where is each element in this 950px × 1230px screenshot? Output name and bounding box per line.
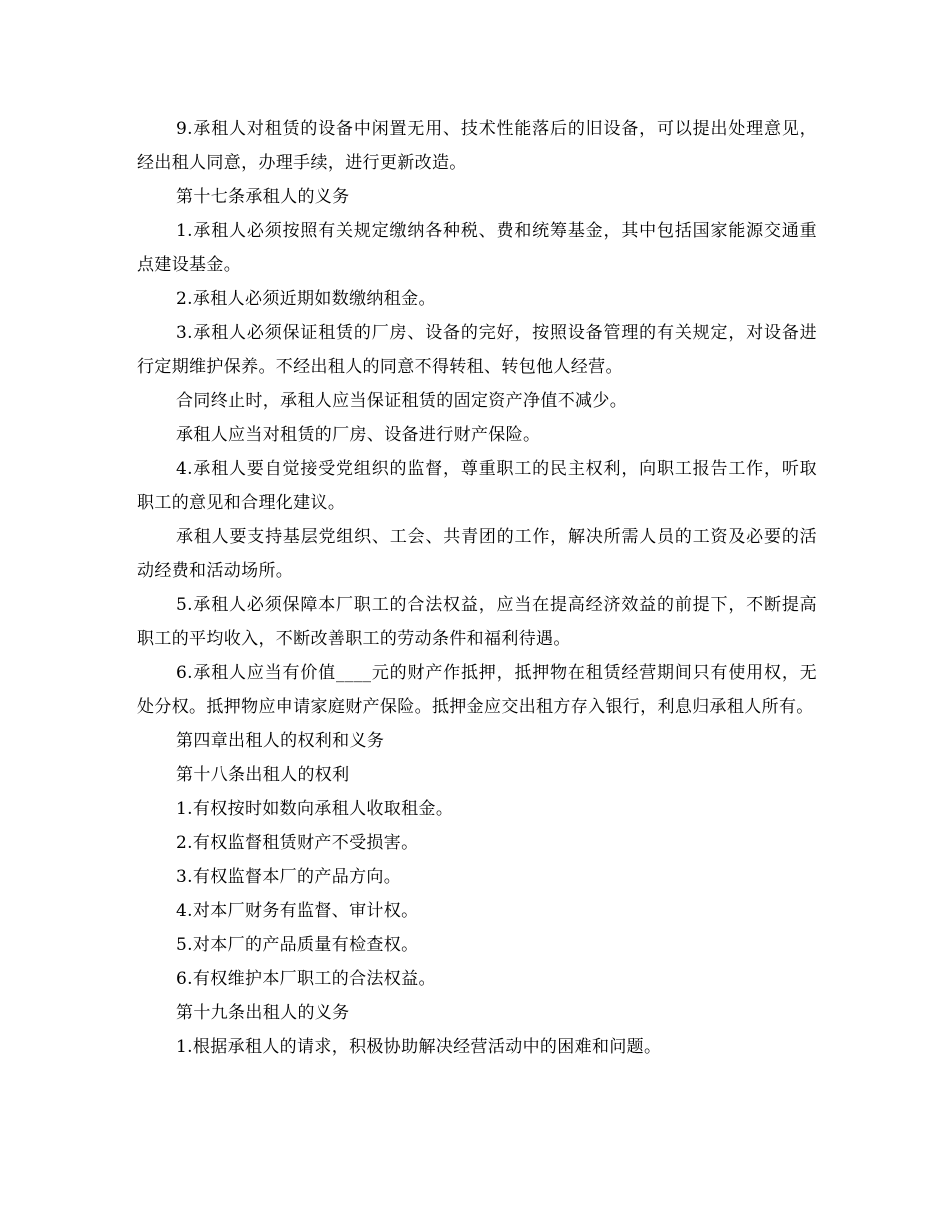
paragraph-product-direction: 3.有权监督本厂的产品方向。 xyxy=(176,867,402,887)
heading-chapter-4: 第四章出租人的权利和义务 xyxy=(176,731,385,751)
paragraph-equipment-maintenance: 3.承租人必须保证租赁的厂房、设备的完好，按照设备管理的有关规定，对设备进行定期维护保养。不经出租人的同意不得转租、转包他人经营。 xyxy=(137,323,817,377)
paragraph-rent-payment: 2.承租人必须近期如数缴纳租金。 xyxy=(176,289,436,309)
paragraph-audit-right: 4.对本厂财务有监督、审计权。 xyxy=(176,901,419,921)
paragraph-collect-rent: 1.有权按时如数向承租人收取租金。 xyxy=(176,799,454,819)
heading-article-17: 第十七条承租人的义务 xyxy=(176,187,350,207)
paragraph-quality-inspection: 5.对本厂的产品质量有检查权。 xyxy=(176,935,419,955)
heading-article-19: 第十九条出租人的义务 xyxy=(176,1003,350,1023)
heading-article-18: 第十八条出租人的权利 xyxy=(176,765,350,785)
paragraph-party-supervision: 4.承租人要自觉接受党组织的监督，尊重职工的民主权利，向职工报告工作，听取职工的意见和合理化建议。 xyxy=(137,459,817,513)
paragraph-protect-employees: 6.有权维护本厂职工的合法权益。 xyxy=(176,969,436,989)
document-body xyxy=(137,112,817,1064)
paragraph-equipment-renewal: 9.承租人对租赁的设备中闲置无用、技术性能落后的旧设备，可以提出处理意见，经出租人同意，办理手续，进行更新改造。 xyxy=(137,119,817,173)
paragraph-property-insurance: 承租人应当对租赁的厂房、设备进行财产保险。 xyxy=(176,425,541,445)
paragraph-assist-lessee: 1.根据承租人的请求，积极协助解决经营活动中的困难和问题。 xyxy=(176,1037,662,1057)
paragraph-employee-rights: 5.承租人必须保障本厂职工的合法权益，应当在提高经济效益的前提下，不断提高职工的平均收入，不断改善职工的劳动条件和福利待遇。 xyxy=(137,595,817,649)
paragraph-supervise-property: 2.有权监督租赁财产不受损害。 xyxy=(176,833,419,853)
paragraph-mortgage: 6.承租人应当有价值____元的财产作抵押，抵押物在租赁经营期间只有使用权，无处分权。抵押物应申请家庭财产保险。抵押金应交出租方存入银行，利息归承租人所有。 xyxy=(137,663,817,717)
paragraph-contract-termination: 合同终止时，承租人应当保证租赁的固定资产净值不减少。 xyxy=(176,391,628,411)
paragraph-tax-payment: 1.承租人必须按照有关规定缴纳各种税、费和统筹基金，其中包括国家能源交通重点建设基金。 xyxy=(137,221,817,275)
paragraph-support-organizations: 承租人要支持基层党组织、工会、共青团的工作，解决所需人员的工资及必要的活动经费和活动场所。 xyxy=(137,527,817,581)
